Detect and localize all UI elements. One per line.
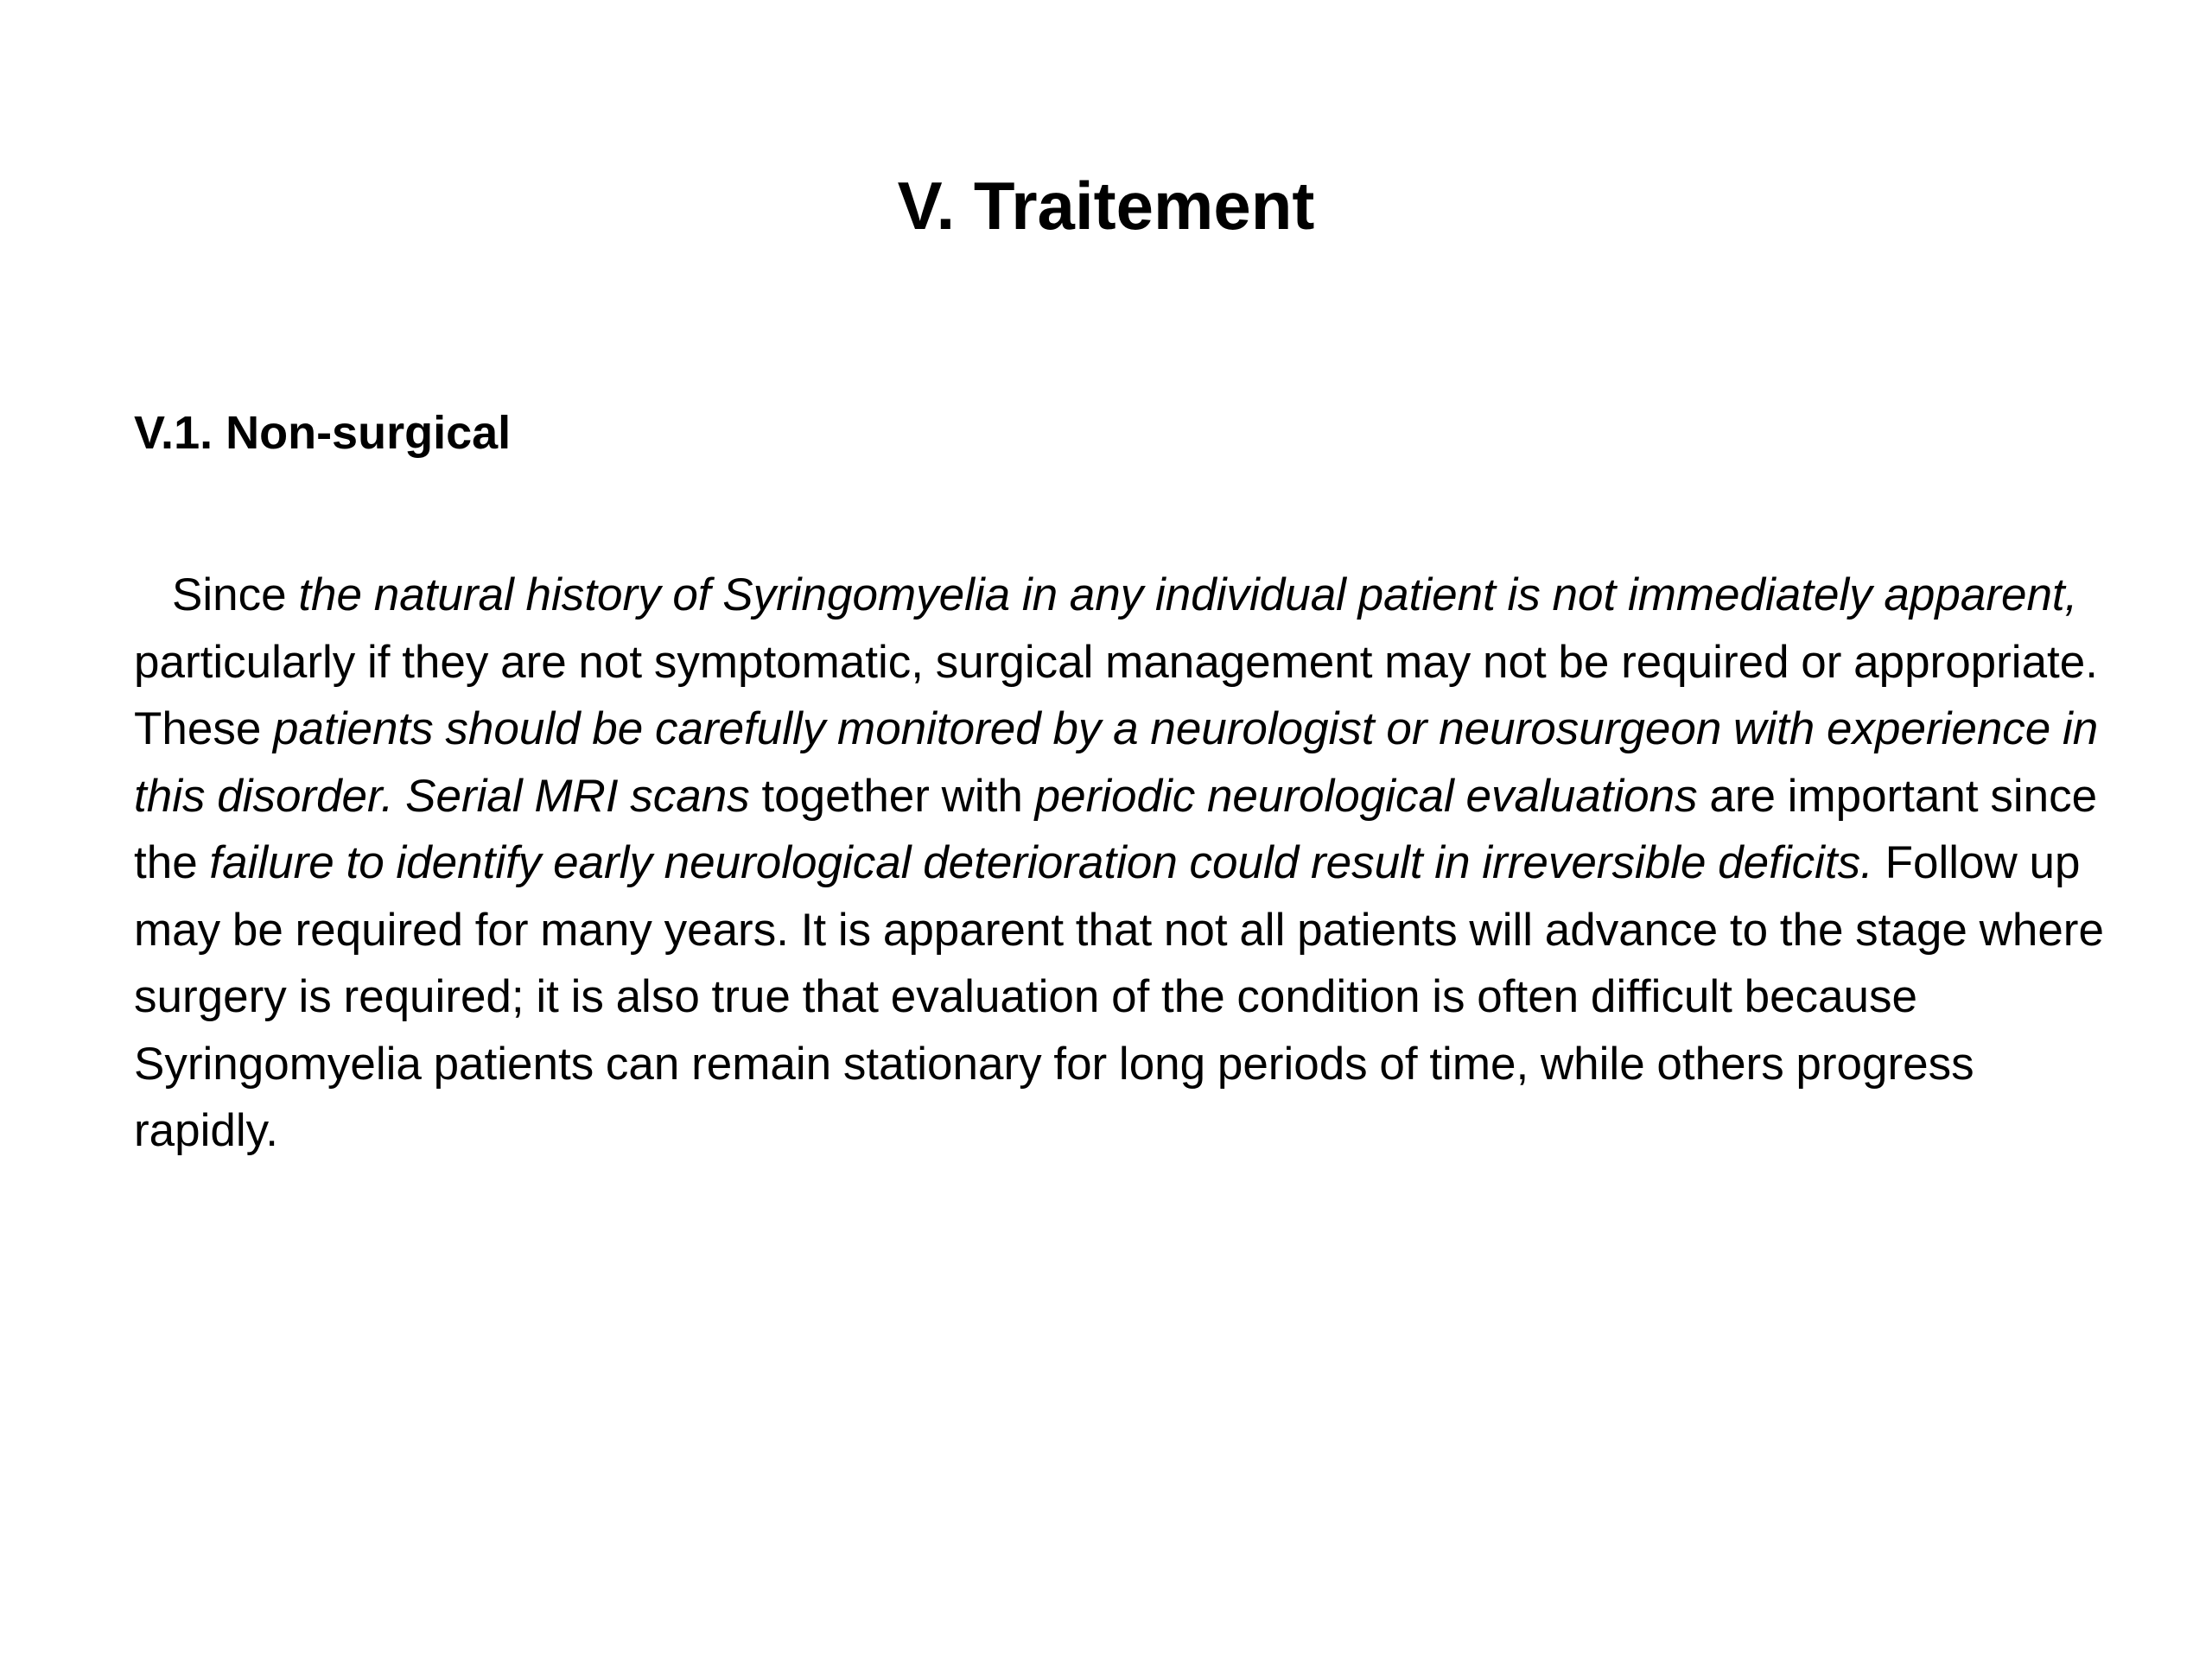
paragraph-segment-italic: failure to identify early neurological deterioration could result in irreversible deficits. bbox=[209, 837, 1873, 888]
paragraph-segment: Follow up may be required for many years. It is apparent that not all patients will advance to the stage where surgery is required; it is also true that evaluation of the condition is often difficult because Syringomyelia patients can remain stationary for long periods of time, while others progress rapidly. bbox=[134, 837, 2104, 1156]
paragraph-segment-italic: periodic neurological evaluations bbox=[1034, 770, 1698, 822]
body-paragraph bbox=[134, 562, 2121, 1165]
paragraph-segment-italic: patients should be carefully monitored by a neurologist or neurosurgeon with experience in this disorder. Serial MRI scans bbox=[134, 703, 2099, 822]
paragraph-segment-italic: the natural history of Syringomyelia in any individual patient is not immediately apparent, bbox=[298, 569, 2078, 620]
paragraph-segment: Since bbox=[172, 569, 299, 620]
paragraph-segment: are important since the bbox=[134, 770, 2098, 888]
paragraph-segment: particularly if they are not symptomatic, surgical management may not be required or appropriate. These bbox=[134, 636, 2098, 754]
slide-title: V. Traitement bbox=[897, 168, 1315, 244]
paragraph-segment: together with bbox=[749, 770, 1035, 822]
section-heading: V.1. Non-surgical bbox=[134, 407, 512, 459]
